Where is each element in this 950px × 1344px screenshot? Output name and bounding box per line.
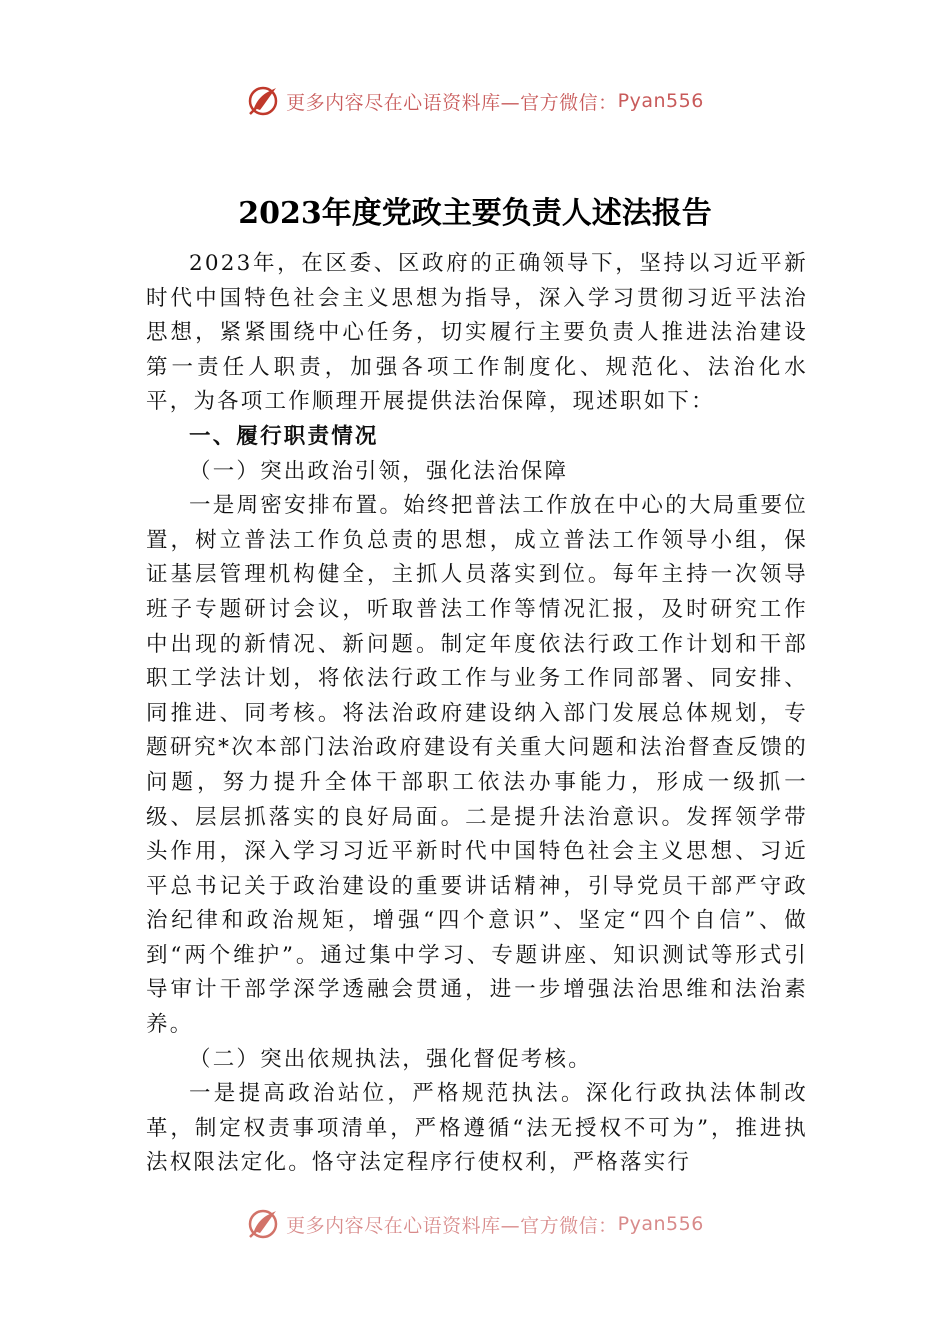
brand-logo-icon xyxy=(246,84,280,118)
body-paragraph: 一是提高政治站位，严格规范执法。深化行政执法体制改革，制定权责事项清单，严格遵循“法无授权不可为”，推进执法权限法定化。恪守法定程序行使权利，严格落实行 xyxy=(146,1081,808,1176)
header-watermark xyxy=(0,84,950,118)
footer-watermark xyxy=(0,1207,950,1241)
watermark-text: 更多内容尽在心语资料库—官方微信： xyxy=(286,91,618,114)
watermark-text: 更多内容尽在心语资料库—官方微信： xyxy=(286,1214,618,1237)
watermark-wechat-id: Pyan556 xyxy=(617,1213,704,1235)
section-heading-1: 一、履行职责情况 xyxy=(189,423,379,449)
subsection-heading-1: （一）突出政治引领，强化法治保障 xyxy=(189,458,569,484)
watermark-wechat-id: Pyan556 xyxy=(617,90,704,112)
document-title: 2023年度党政主要负责人述法报告 xyxy=(238,196,712,231)
intro-paragraph: 2023年，在区委、区政府的正确领导下，坚持以习近平新时代中国特色社会主义思想为指导，深入学习贯彻习近平法治思想，紧紧围绕中心任务，切实履行主要负责人推进法治建设第一责任人职责，加强各项工作制度化、规范化、法治化水平，为各项工作顺理开展提供法治保障，现述职如下： xyxy=(146,251,808,415)
brand-logo-icon xyxy=(246,1207,280,1241)
body-paragraph: 一是周密安排布置。始终把普法工作放在中心的大局重要位置，树立普法工作负总责的思想，成立普法工作领导小组，保证基层管理机构健全，主抓人员落实到位。每年主持一次领导班子专题研讨会议，听取普法工作等情况汇报，及时研究工作中出现的新情况、新问题。制定年度依法行政工作计划和干部职工学法计划，将依法行政工作与业务工作同部署、同安排、同推进、同考核。将法治政府建设纳入部门发展总体规划，专题研究*次本部门法治政府建设有关重大问题和法治督查反馈的问题，努力提升全体干部职工依法办事能力，形成一级抓一级、层层抓落实的良好局面。二是提升法治意识。发挥领学带头作用，深入学习习近平新时代中国特色社会主义思想、习近平总书记关于政治建设的重要讲话精神，引导党员干部严守政治纪律和政治规矩，增强“四个意识”、坚定“四个自信”、做到“两个维护”。通过集中学习、专题讲座、知识测试等形式引导审计干部学深学透融会贯通，进一步增强法治思维和法治素养。 xyxy=(146,493,808,1038)
subsection-heading-2: （二）突出依规执法，强化督促考核。 xyxy=(189,1046,592,1072)
document-body xyxy=(146,247,808,1181)
